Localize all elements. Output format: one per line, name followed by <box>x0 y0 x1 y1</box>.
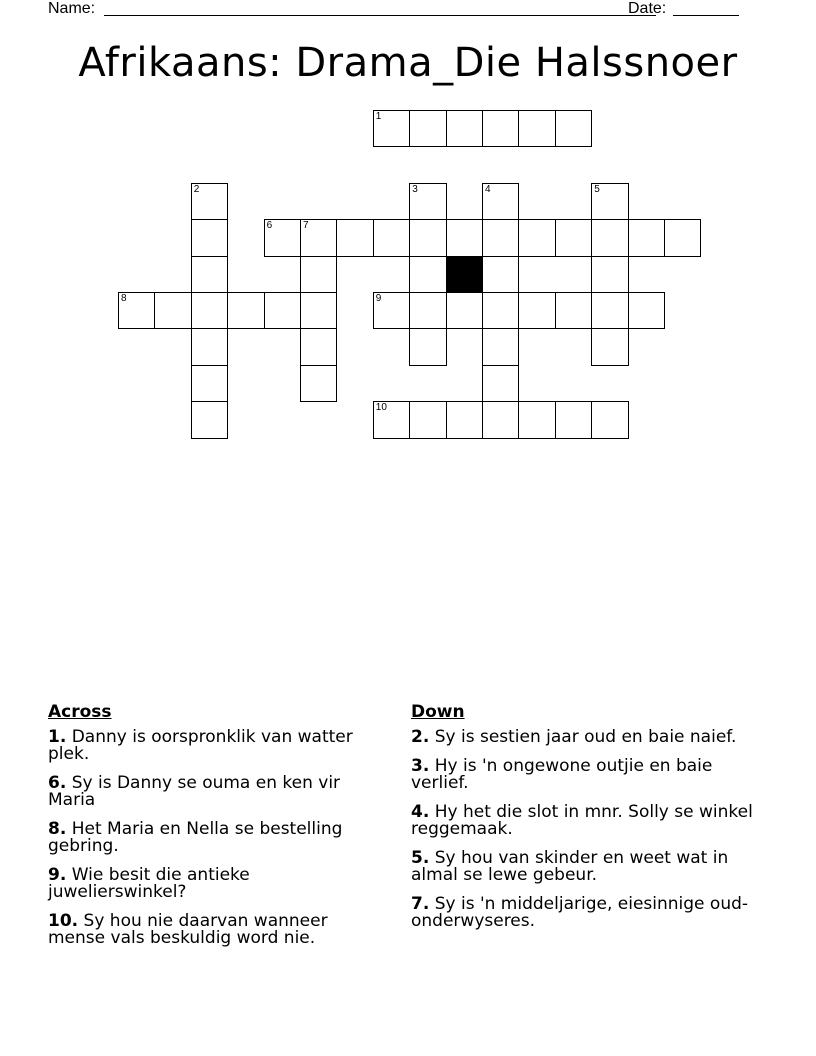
grid-cell[interactable] <box>300 292 337 329</box>
grid-cell[interactable] <box>446 292 483 329</box>
grid-cell[interactable] <box>591 328 628 365</box>
grid-cell[interactable] <box>118 292 155 329</box>
grid-cell[interactable] <box>591 401 628 438</box>
grid-cell[interactable] <box>191 328 228 365</box>
grid-cell[interactable] <box>409 292 446 329</box>
clue-down-5: 5. Sy hou van skinder en weet wat in almal se lewe gebeur. <box>411 848 729 885</box>
page-title: Afrikaans: Drama_Die Halssnoer <box>78 40 738 86</box>
grid-cell[interactable] <box>191 256 228 293</box>
grid-cell[interactable] <box>409 219 446 256</box>
grid-cell[interactable] <box>300 219 337 256</box>
grid-cell[interactable] <box>555 219 592 256</box>
clue-down-2: 2. Sy is sestien jaar oud en baie naief. <box>411 727 737 747</box>
cell-number: 4 <box>485 183 491 195</box>
grid-cell[interactable] <box>373 292 410 329</box>
grid-cell[interactable] <box>227 292 264 329</box>
grid-cell[interactable] <box>628 292 665 329</box>
grid-cell[interactable] <box>591 256 628 293</box>
grid-cell[interactable] <box>482 256 519 293</box>
cell-number: 2 <box>193 183 200 195</box>
grid-cell[interactable] <box>446 219 483 256</box>
cell-number: 6 <box>266 220 273 232</box>
grid-cell[interactable] <box>446 110 483 147</box>
grid-cell[interactable] <box>300 328 337 365</box>
down-clues <box>411 704 756 942</box>
clue-across-1: 1. Danny is oorspronklik van watter plek. <box>48 727 353 764</box>
grid-cell[interactable] <box>409 401 446 438</box>
grid-cell[interactable] <box>591 219 628 256</box>
grid-cell[interactable] <box>336 219 373 256</box>
grid-cell[interactable] <box>591 292 628 329</box>
grid-cell[interactable] <box>264 292 301 329</box>
grid-cell[interactable] <box>409 110 446 147</box>
grid-cell[interactable] <box>482 219 519 256</box>
clue-across-9: 9. Wie besit die antieke juwelierswinkel? <box>48 865 250 902</box>
clue-down-3: 3. Hy is 'n ongewone outjie en baie verlief. <box>411 756 713 793</box>
grid-cell[interactable] <box>409 183 446 220</box>
clue-down-7: 7. Sy is 'n middeljarige, eiesinnige oud-onderwyseres. <box>411 894 749 931</box>
grid-cell[interactable] <box>628 219 665 256</box>
grid-cell[interactable] <box>191 219 228 256</box>
grid-cell[interactable] <box>191 292 228 329</box>
grid-cell[interactable] <box>518 110 555 147</box>
grid-cell[interactable] <box>191 365 228 402</box>
grid-cell[interactable] <box>191 183 228 220</box>
grid-cell[interactable] <box>482 183 519 220</box>
grid-cell[interactable] <box>482 328 519 365</box>
grid-cell[interactable] <box>409 328 446 365</box>
date-label: Date: <box>628 0 667 17</box>
grid-cell[interactable] <box>518 292 555 329</box>
grid-cell[interactable] <box>300 256 337 293</box>
grid-cell[interactable] <box>373 219 410 256</box>
cell-number: 1 <box>375 111 382 122</box>
name-label: Name: <box>48 0 96 17</box>
grid-cell[interactable] <box>482 292 519 329</box>
grid-cell[interactable] <box>482 110 519 147</box>
across-clues <box>48 704 388 959</box>
cell-number: 5 <box>594 183 600 195</box>
grid-cell[interactable] <box>264 219 301 256</box>
crossword-grid <box>0 0 816 460</box>
grid-cell[interactable] <box>446 401 483 438</box>
grid-cell[interactable] <box>555 110 592 147</box>
across-heading: Across <box>48 702 112 722</box>
cell-number: 7 <box>303 220 309 232</box>
cell-number: 8 <box>121 293 127 304</box>
grid-block <box>446 256 483 293</box>
grid-cell[interactable] <box>591 183 628 220</box>
down-heading: Down <box>411 702 465 722</box>
cell-number: 10 <box>375 402 387 414</box>
grid-cell[interactable] <box>555 292 592 329</box>
grid-cell[interactable] <box>664 219 701 256</box>
clue-across-10: 10. Sy hou nie daarvan wanneer mense vals beskuldig word nie. <box>48 911 328 948</box>
grid-cell[interactable] <box>409 256 446 293</box>
cell-number: 3 <box>412 183 418 195</box>
grid-cell[interactable] <box>482 401 519 438</box>
grid-cell[interactable] <box>555 401 592 438</box>
grid-cell[interactable] <box>191 401 228 438</box>
grid-cell[interactable] <box>482 365 519 402</box>
grid-cell[interactable] <box>518 401 555 438</box>
grid-cell[interactable] <box>154 292 191 329</box>
grid-cell[interactable] <box>373 110 410 147</box>
grid-cell[interactable] <box>300 365 337 402</box>
clue-across-6: 6. Sy is Danny se ouma en ken vir Maria <box>48 773 341 810</box>
clue-across-8: 8. Het Maria en Nella se bestelling gebring. <box>48 819 343 856</box>
clue-down-4: 4. Hy het die slot in mnr. Solly se winkel reggemaak. <box>411 802 753 839</box>
cell-number: 9 <box>375 293 382 304</box>
grid-cell[interactable] <box>518 219 555 256</box>
grid-cell[interactable] <box>373 401 410 438</box>
